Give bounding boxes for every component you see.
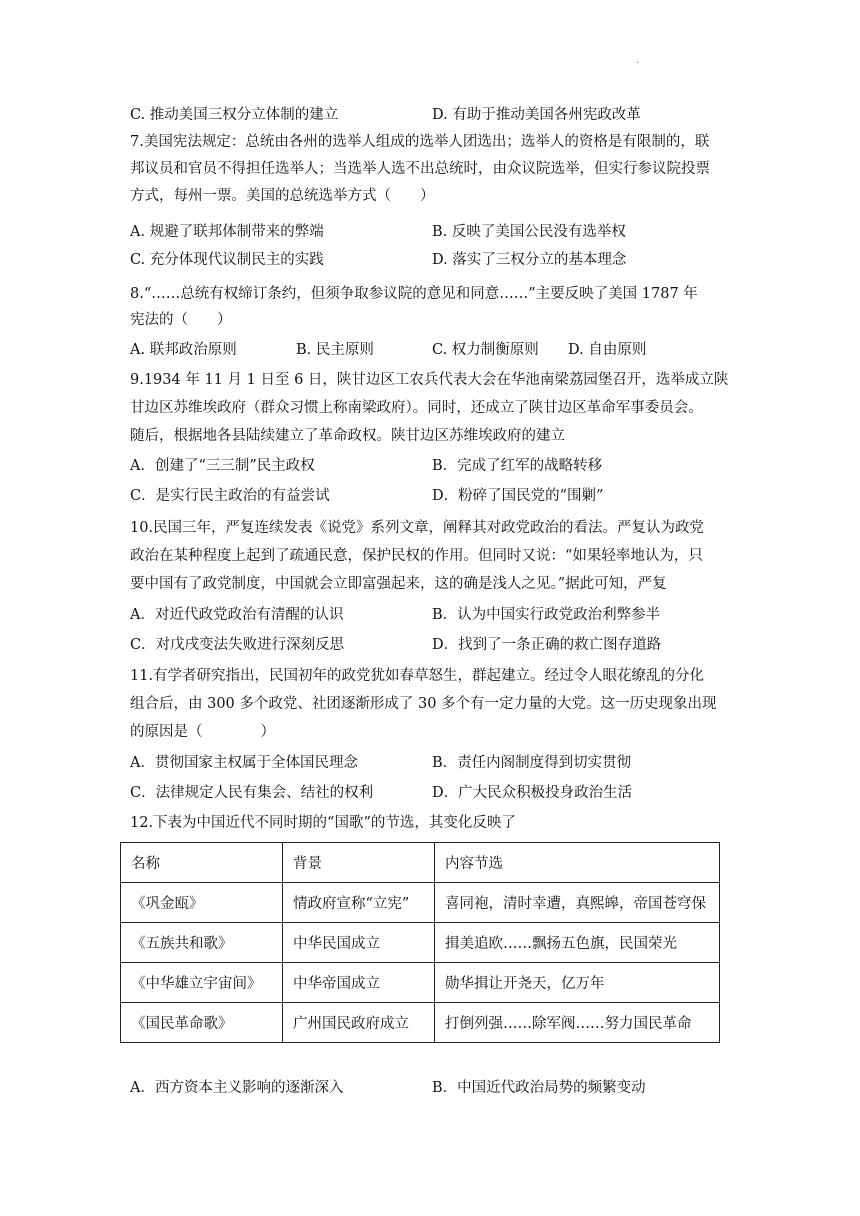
q8-option-a[interactable]: A. 联邦政治原则	[130, 342, 237, 358]
q12-option-b[interactable]: B．中国近代政治局势的频繁变动	[432, 1080, 646, 1096]
anthem-table	[120, 842, 720, 1043]
table-cell: 《巩金瓯》	[121, 883, 283, 923]
table-row	[121, 1003, 720, 1043]
table-header-name: 名称	[121, 843, 283, 883]
q9-option-a[interactable]: A．创建了“三三制”民主政权	[130, 458, 315, 474]
q11-option-c[interactable]: C．法律规定人民有集会、结社的权利	[130, 785, 374, 801]
q7-stem-line: 邦议员和官员不得担任选举人；当选举人选不出总统时，由众议院选举，但实行参议院投票	[130, 161, 710, 177]
q10-stem-line: 政治在某种程度上起到了疏通民意，保护民权的作用。但同时又说：“如果轻率地认为，只	[130, 548, 703, 564]
table-header-background: 背景	[283, 843, 435, 883]
q10-option-c[interactable]: C．对戊戌变法失败进行深刻反思	[130, 637, 345, 653]
table-header-excerpt: 内容节选	[435, 843, 720, 883]
table-row	[121, 963, 720, 1003]
q8-stem-line: 宪法的（ ）	[130, 312, 232, 328]
q8-option-b[interactable]: B. 民主原则	[296, 342, 374, 358]
q11-stem-line: 的原因是（ ）	[130, 724, 275, 740]
q7-stem-line: 7.美国宪法规定：总统由各州的选举人组成的选举人团选出；选举人的资格是有限制的，联	[130, 134, 710, 150]
q11-option-b[interactable]: B．责任内阁制度得到切实贯彻	[432, 755, 632, 771]
q6-option-c[interactable]: C. 推动美国三权分立体制的建立	[130, 107, 339, 123]
table-cell: 广州国民政府成立	[283, 1003, 435, 1043]
table-cell: 中华民国成立	[283, 923, 435, 963]
q7-option-d[interactable]: D. 落实了三权分立的基本理念	[432, 252, 627, 268]
q11-option-d[interactable]: D．广大民众积极投身政治生活	[432, 785, 633, 801]
q7-stem-line: 方式，每州一票。美国的总统选举方式（ ）	[130, 188, 435, 204]
table-cell: 揖美追欧……飘扬五色旗，民国荣光	[435, 923, 720, 963]
q9-stem-line: 9.1934 年 11 月 1 日至 6 日，陕甘边区工农兵代表大会在华池南梁荔园堡召开，选举成立陕	[130, 372, 729, 388]
q6-option-d[interactable]: D. 有助于推动美国各州宪政改革	[432, 107, 641, 123]
q11-option-a[interactable]: A．贯彻国家主权属于全体国民理念	[130, 755, 358, 771]
table-cell: 中华帝国成立	[283, 963, 435, 1003]
q10-option-b[interactable]: B．认为中国实行政党政治利弊参半	[432, 607, 661, 623]
table-cell: 打倒列强……除军阀……努力国民革命	[435, 1003, 720, 1043]
table-cell: 情政府宣称“立宪”	[283, 883, 435, 923]
table-header-row	[121, 843, 720, 883]
q9-stem-line: 甘边区苏维埃政府（群众习惯上称南梁政府）。同时，还成立了陕甘边区革命军事委员会。	[130, 400, 703, 416]
q10-stem-line: 10.民国三年，严复连续发表《说党》系列文章，阐释其对政党政治的看法。严复认为政党	[130, 520, 705, 536]
table-cell: 《中华雄立宇宙间》	[121, 963, 283, 1003]
table-cell: 《国民革命歌》	[121, 1003, 283, 1043]
table-row	[121, 923, 720, 963]
q8-stem-line: 8.“……总统有权缔订条约，但须争取参议院的意见和同意……”主要反映了美国 1787 年	[130, 286, 698, 302]
table-row	[121, 883, 720, 923]
q9-option-c[interactable]: C．是实行民主政治的有益尝试	[130, 488, 330, 504]
q9-option-d[interactable]: D．粉碎了国民党的“围剿”	[432, 488, 604, 504]
q9-stem-line: 随后，根据地各县陆续建立了革命政权。陕甘边区苏维埃政府的建立	[130, 428, 565, 444]
q7-option-c[interactable]: C. 充分体现代议制民主的实践	[130, 252, 324, 268]
q10-option-a[interactable]: A．对近代政党政治有清醒的认识	[130, 607, 344, 623]
q9-option-b[interactable]: B．完成了红军的战略转移	[432, 458, 603, 474]
q8-option-c[interactable]: C. 权力制衡原则	[432, 342, 539, 358]
table-cell: 喜同袍，清时幸遭，真熙皞，帝国苍穹保	[435, 883, 720, 923]
table-cell: 《五族共和歌》	[121, 923, 283, 963]
q11-stem-line: 组合后，由 300 多个政党、社团逐渐形成了 30 多个有一定力量的大党。这一历史现象出现	[130, 696, 717, 712]
q12-option-a[interactable]: A．西方资本主义影响的逐渐深入	[130, 1080, 344, 1096]
page-mark: ·	[636, 58, 640, 69]
q7-option-b[interactable]: B. 反映了美国公民没有选举权	[432, 224, 626, 240]
q11-stem-line: 11.有学者研究指出，民国初年的政党犹如春草怒生，群起建立。经过令人眼花缭乱的分化	[130, 668, 705, 684]
table-cell: 勋华揖让开尧天，亿万年	[435, 963, 720, 1003]
q12-stem: 12.下表为中国近代不同时期的“国歌”的节选，其变化反映了	[130, 815, 516, 831]
q10-stem-line: 要中国有了政党制度，中国就会立即富强起来，这的确是浅人之见。”据此可知，严复	[130, 576, 667, 592]
q10-option-d[interactable]: D．找到了一条正确的救亡图存道路	[432, 637, 662, 653]
q7-option-a[interactable]: A. 规避了联邦体制带来的弊端	[130, 224, 324, 240]
q8-option-d[interactable]: D. 自由原则	[568, 342, 647, 358]
